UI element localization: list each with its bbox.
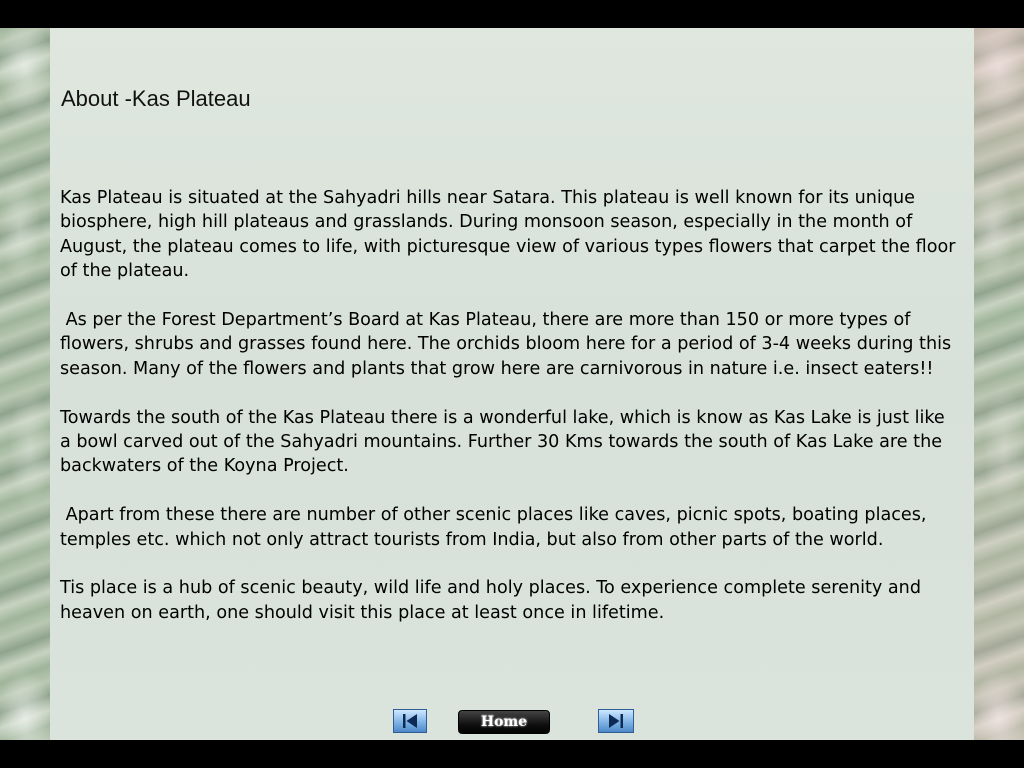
paragraph-lake: Towards the south of the Kas Plateau there is a wonderful lake, which is know as Kas Lake is just like a bowl carved out of the Sahyadri mountains. Further 30 Kms towards the south of Kas Lake are the backwaters of the Koyna Project.: [60, 407, 951, 477]
paragraph-flowers: As per the Forest Department’s Board at Kas Plateau, there are more than 150 or more types of flowers, shrubs and grasses found here. The orchids bloom here for a period of 3-4 weeks during this season. Many of the flowers and plants that grow here are carnivorous in nature i.e. insect eaters!!: [60, 310, 957, 379]
slide-title: About -Kas Plateau: [61, 86, 251, 111]
paragraph-scenic-places: Apart from these there are number of other scenic places like caves, picnic spots, boating places, temples etc. which not only attract tourists from India, but also from other parts of the world.: [60, 505, 933, 550]
next-slide-icon: [599, 710, 633, 732]
previous-slide-button[interactable]: [393, 709, 427, 733]
paragraph-location: Kas Plateau is situated at the Sahyadri hills near Satara. This plateau is well known for its unique biosphere, high hill plateaus and grasslands. During monsoon season, especially in the month of August, the plateau comes to life, with picturesque view of various types flowers that carpet the floor of the plateau.: [60, 188, 962, 282]
previous-slide-icon: [394, 710, 426, 732]
home-button[interactable]: Home: [458, 710, 550, 734]
right-floral-border: [974, 28, 1024, 740]
slide-content-panel: [50, 28, 974, 740]
paragraph-summary: Tis place is a hub of scenic beauty, wild life and holy places. To experience complete serenity and heaven on earth, one should visit this place at least once in lifetime.: [60, 578, 927, 623]
left-floral-border: [0, 28, 50, 740]
next-slide-button[interactable]: [598, 709, 634, 733]
slide-body: [60, 186, 960, 650]
